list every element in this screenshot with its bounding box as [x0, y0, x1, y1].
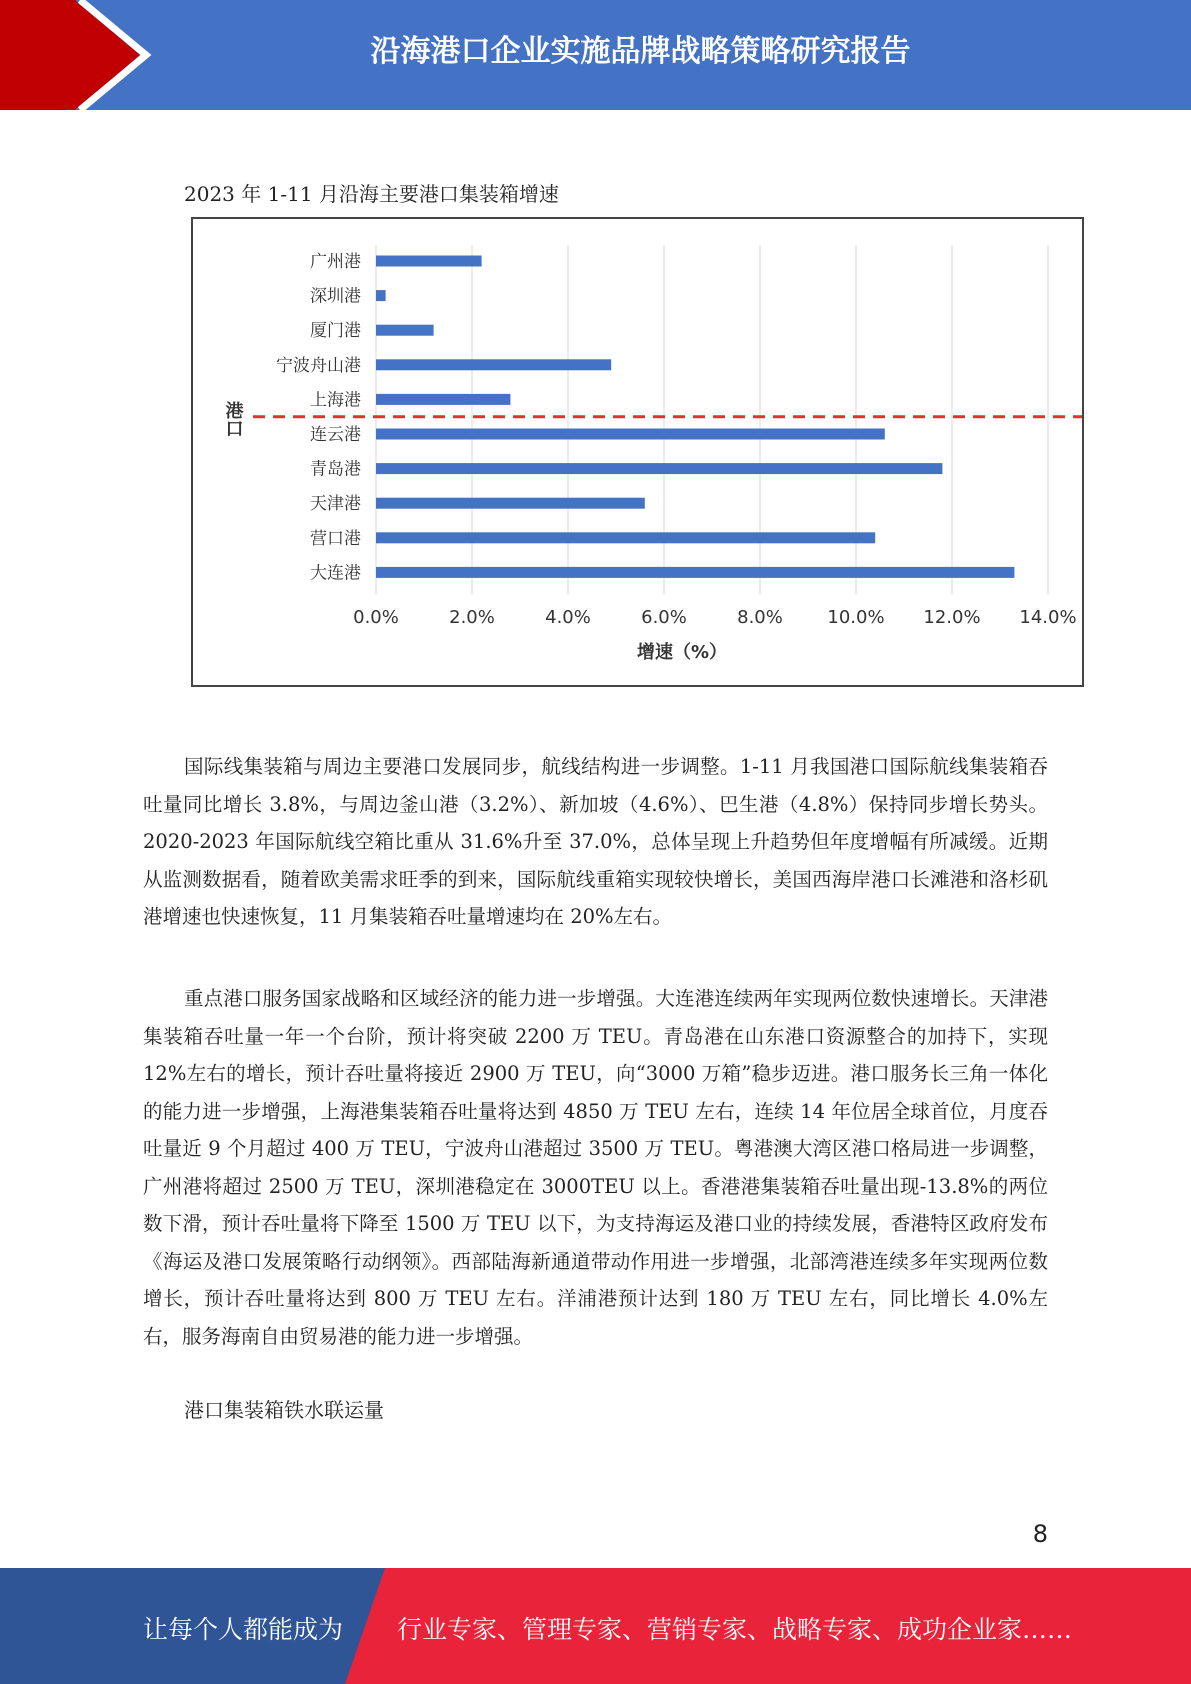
chart-canvas — [193, 219, 1082, 685]
category-label: 营口港 — [310, 528, 361, 549]
bar-8 — [376, 498, 645, 509]
category-label: 大连港 — [310, 563, 361, 584]
category-label: 深圳港 — [310, 286, 361, 307]
page-footer — [0, 1568, 1191, 1684]
bar-4 — [376, 359, 611, 370]
x-tick-label: 0.0% — [353, 607, 399, 628]
bar-7 — [376, 463, 942, 474]
x-tick-label: 8.0% — [737, 607, 783, 628]
paragraph-international-routes: 国际线集装箱与周边主要港口发展同步，航线结构进一步调整。1-11 月我国港口国际航线集装箱吞吐量同比增长 3.8%，与周边釜山港（3.2%）、新加坡（4.6%）、巴生港（4.8%）保持同步增长势头。2020-2023 年国际航线空箱比重从 31.6%升至 37.0%，总体呈现上升趋势但年度增幅有所减缓。近期从监测数据看，随着欧美需求旺季的到来，国际航线重箱实现较快增长，美国西海岸港口长滩港和洛杉矶港增速也快速恢复，11 月集装箱吞吐量增速均在 20%左右。 — [143, 755, 1048, 928]
x-axis-title: 增速（%） — [636, 642, 728, 663]
x-tick-label: 12.0% — [923, 607, 981, 628]
footer-slogan-right: 行业专家、管理专家、营销专家、战略专家、成功企业家…… — [397, 1615, 1073, 1644]
category-label: 青岛港 — [310, 459, 361, 480]
category-label: 广州港 — [310, 252, 361, 272]
report-title: 沿海港口企业实施品牌战略策略研究报告 — [370, 34, 911, 69]
bar-1 — [376, 256, 482, 267]
paragraph-key-ports: 重点港口服务国家战略和区域经济的能力进一步增强。大连港连续两年实现两位数快速增长。天津港集装箱吞吐量一年一个台阶，预计将突破 2200 万 TEU。青岛港在山东港口资源整合的加持下，实现 12%左右的增长，预计吞吐量将接近 2900 万 TEU，向“3000 万箱”稳步迈进。港口服务长三角一体化的能力进一步增强，上海港集装箱吞吐量将达到 4850 万 TEU 左右，连续 14 年位居全球首位，月度吞吐量近 9 个月超过 400 万 TEU，宁波舟山港超过 3500 万 TEU。粤港澳大湾区港口格局进一步调整，广州港将超过 2500 万 TEU，深圳港稳定在 3000TEU 以上。香港港集装箱吞吐量出现-13.8%的两位数下滑，预计吞吐量将下降至 1500 万 TEU 以下，为支持海运及港口业的持续发展，香港特区政府发布《海运及港口发展策略行动纲领》。西部陆海新通道带动作用进一步增强，北部湾港连续多年实现两位数增长，预计吞吐量将达到 800 万 TEU 左右。洋浦港预计达到 180 万 TEU 左右，同比增长 4.0%左右，服务海南自由贸易港的能力进一步增强。 — [143, 987, 1048, 1348]
category-label: 天津港 — [310, 494, 361, 515]
x-tick-label: 14.0% — [1019, 607, 1077, 628]
category-label: 上海港 — [310, 390, 361, 411]
footer-slogan-left: 让每个人都能成为 — [143, 1615, 344, 1644]
section-subheading: 港口集装箱铁水联运量 — [184, 1398, 384, 1422]
bar-10 — [376, 567, 1014, 578]
x-tick-label: 6.0% — [641, 607, 687, 628]
bar-6 — [376, 429, 885, 440]
x-tick-label: 2.0% — [449, 607, 495, 628]
x-tick-label: 10.0% — [827, 607, 885, 628]
page-number: 8 — [1032, 1520, 1048, 1548]
bar-9 — [376, 532, 875, 543]
y-axis-title: 港口 — [222, 401, 244, 437]
bar-3 — [376, 325, 434, 336]
bar-2 — [376, 290, 386, 301]
bar-chart — [191, 217, 1084, 687]
category-label: 宁波舟山港 — [276, 355, 361, 376]
category-label: 连云港 — [310, 425, 361, 445]
category-label: 厦门港 — [310, 321, 361, 342]
figure-caption: 2023 年 1-11 月沿海主要港口集装箱增速 — [184, 182, 559, 206]
x-tick-label: 4.0% — [545, 607, 591, 628]
page-header — [0, 0, 1191, 110]
bar-5 — [376, 394, 510, 405]
